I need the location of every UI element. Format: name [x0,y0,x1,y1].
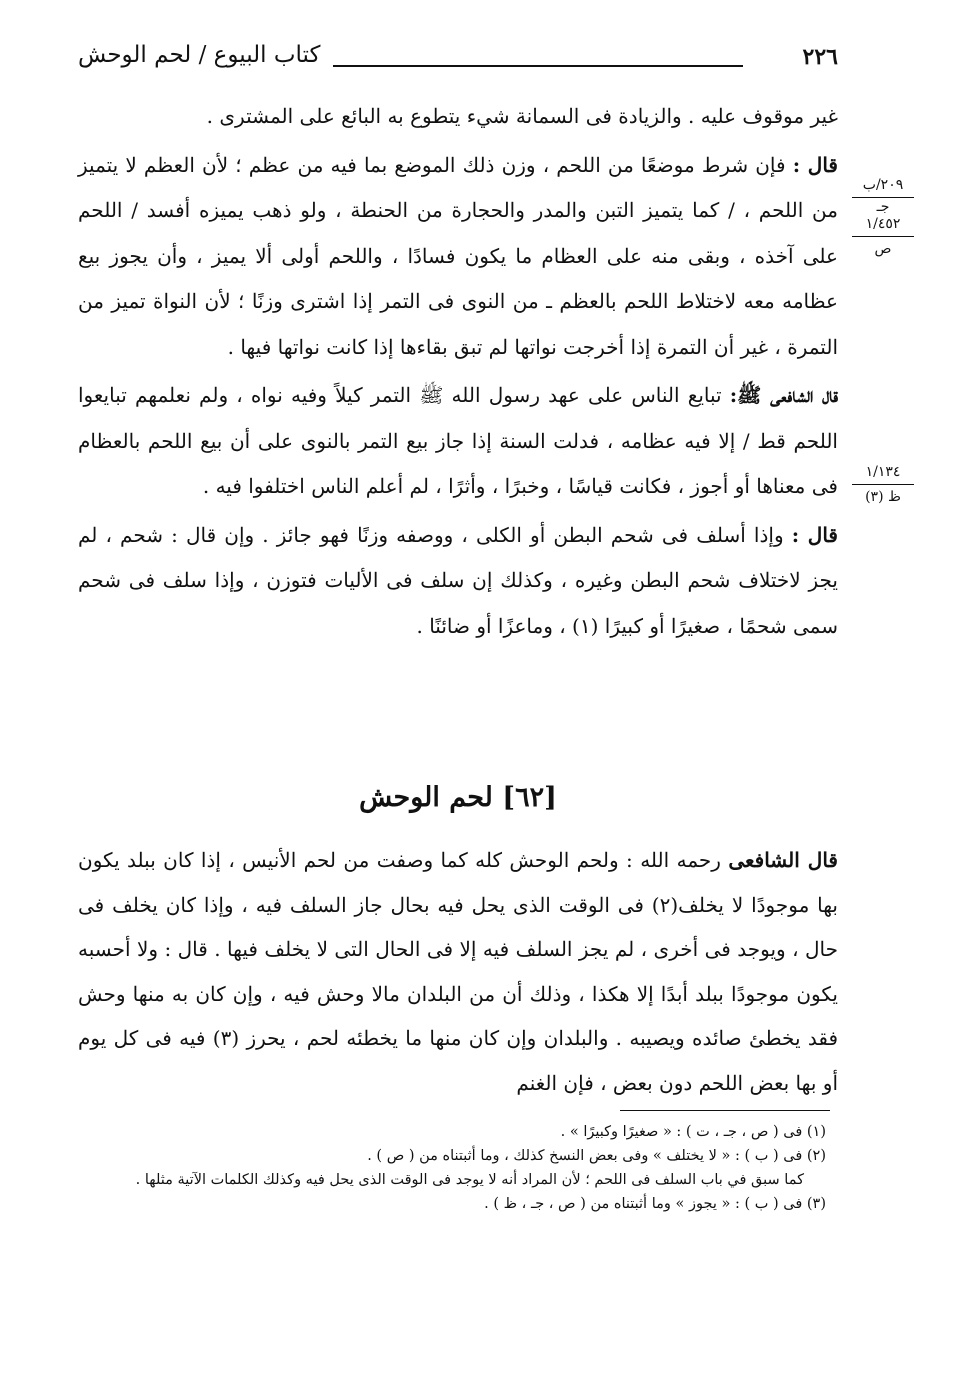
margin-ref-siglum: جـ [876,199,890,215]
paragraph-text: تبايع الناس على عهد رسول الله ﷺ التمر كيلاً وفيه نواه ، ولم نعلمهم تبايعوا اللحم قط / إلا فيه عظامه ، فدلت السنة إذا جاز بيع التمر بالنوى على أن بيع اللحم بالعظام فى معناها أو أجوز ، فكانت قياسًا ، وخبرًا ، وأثرًا ، لم أعلم الناس اختلفوا فيه . [78,383,838,498]
paragraph-text: غير موقوف عليه . والزيادة فى السمانة شيء يتطوع به البائع على المشترى . [206,104,838,128]
main-text [78,94,838,649]
margin-ref-siglum: ظ (٣) [865,489,901,505]
margin-ref-divider [852,197,914,198]
section-title: [٦٢] لحم الوحش [359,782,557,813]
margin-ref-divider [852,484,914,485]
footnote-2-continuation: كما سبق في باب السلف فى اللحم ؛ لأن المراد أنه لا يوجد فى الوقت الذى يحل فيه وكذلك الكلمات الآتية مثلها . [135,1172,804,1188]
header-rule [333,65,743,67]
paragraph-lead: قال الشافعى [728,848,838,872]
running-title: كتاب البيوع / لحم الوحش [78,42,321,68]
paragraph-text: رحمه الله : ولحم الوحش كله كما وصفت من لحم الأنيس ، إذا كان ببلد يكون بها موجودًا لا يخلف(٢) فى الوقت الذى يحل فيه بحال جاز السلف فيه ، وإذا كان يخلف فى حال ، ويوجد فى أخرى ، لم يجز السلف فيه إلا فى الحال التى لا يخلف فيها . قال : ولا أحسبه يكون موجودًا ببلد أبدًا إلا هكذا ، وذلك أن من البلدان مالا وحش فيه ، وإن كان به منها وحش فقد يخطئ صائده ويصيبه . والبلدان وإن كان منها ما يخطئه لحم ، يحرز (٣) فيه فى كل يوم أو بها بعض اللحم دون بعض ، فإن الغنم [78,848,839,1095]
footnote-2: (٢) فى ( ب ) : « لا يختلف » وفى بعض النسخ كذلك ، وما أثبتناه من ( ص ) . [367,1148,826,1164]
paragraph-lead: قال : [792,152,838,177]
margin-ref-folio: ١/١٣٤ [865,464,901,480]
footnote-rule [620,1110,830,1111]
paragraph [78,143,838,371]
footnote-3: (٣) فى ( ب ) : « يجوز » وما أثبتناه من ( ص ، جـ ، ظ ) . [484,1196,826,1212]
footnote-1: (١) فى ( ص ، جـ ، ت ) : « صغيرًا وكبيرًا » . [560,1124,826,1140]
section-text [78,838,838,1105]
margin-reference-2 [848,462,918,507]
paragraph-lead: قال الشافعى ﷺ: [729,383,838,407]
page-header [78,38,838,88]
margin-reference-1 [848,175,918,259]
margin-ref-divider [852,236,914,237]
margin-ref-folio: ١/٤٥٢ [865,216,901,232]
page-number: ٢٢٦ [802,44,838,70]
paragraph [78,513,838,650]
margin-ref-folio: ٢٠٩/ب [862,177,904,193]
paragraph [78,373,838,510]
paragraph-lead: قال : [791,522,838,547]
paragraph-text: فإن شرط موضعًا من اللحم ، وزن ذلك الموضع بما فيه من عظم ؛ لأن العظم لا يتميز من اللحم ، / كما يتميز التبن والمدر والحجارة من الحنطة ، ولو ذهب يميزه أفسد / اللحم على آخذه ، وبقى منه على العظام ما يكون فسادًا ، واللحم أولى ألا يميز ، وأن يجوز بيع عظامه معه لاختلاط اللحم بالعظم ـ من النوى فى التمر إذا اشترى وزنًا ؛ لأن النواة تميز من التمرة ، غير أن التمرة إذا أخرجت نواتها لم تبق بقاءها إذا كانت نواتها فيها . [78,152,838,359]
paragraph-text: وإذا أسلف فى شحم البطن أو الكلى ، ووصفه وزنًا فهو جائز . وإن قال : شحم ، لم يجز لاختلاف شحم البطن وغيره ، وكذلك إن سلف فى الأليات فتوزن ، وإذا سلف فى شحم سمى شحمًا ، صغيرًا أو كبيرًا (١) ، وماعزًا أو ضائنًا . [78,522,838,638]
paragraph-continued [78,94,838,140]
paragraph [78,838,838,1105]
footnotes [78,1120,826,1216]
margin-ref-siglum: ص [874,241,892,257]
